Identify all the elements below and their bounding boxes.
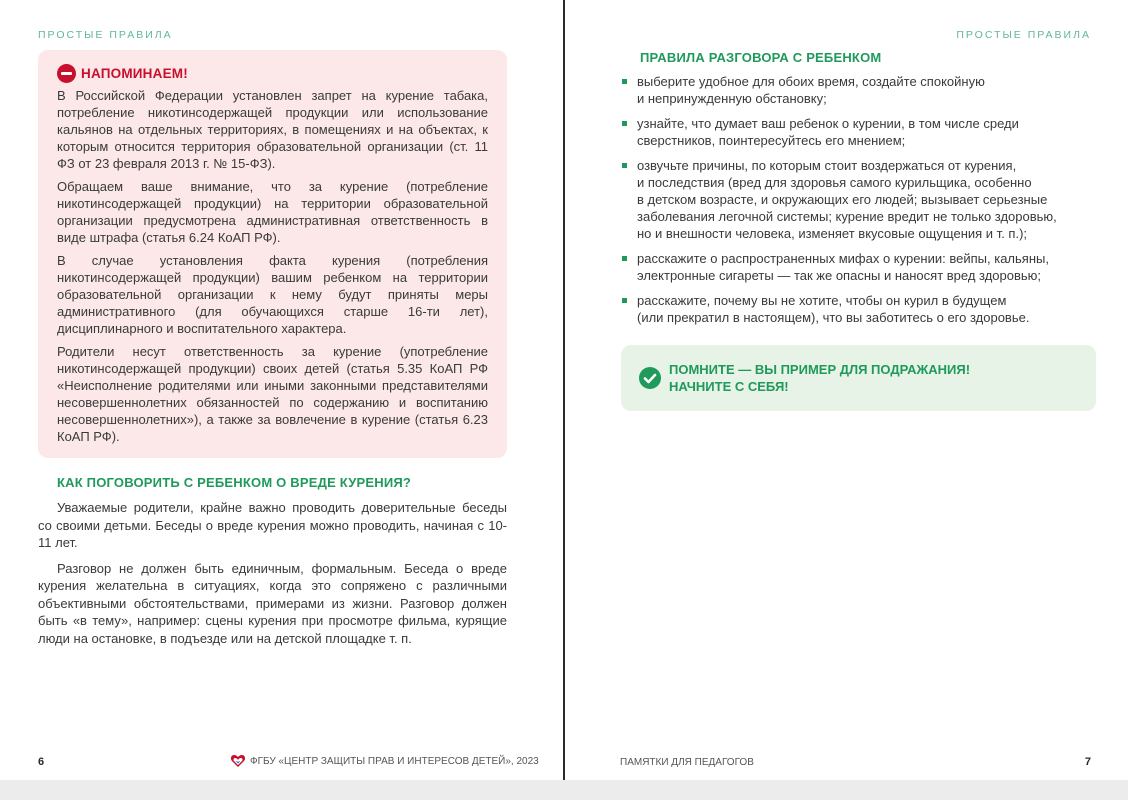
bullet-square-icon [622, 256, 627, 261]
bullet-square-icon [622, 79, 627, 84]
rule-line: (или прекратил в настоящем), что вы заботитесь о его здоровье. [637, 310, 1030, 325]
bullet-square-icon [622, 121, 627, 126]
left-page [0, 0, 563, 800]
reminder-paragraph: Обращаем ваше внимание, что за курение (потребление никотинсодержащей продукции) на территории образовательной организации предусмотрена административная ответственность в виде штрафа (статья 6.24 КоАП РФ). [57, 179, 488, 245]
rule-line: расскажите, почему вы не хотите, чтобы он курил в будущем [637, 293, 1007, 308]
rule-line: но и внешности человека, изменяет вкусовые ощущения и т. п.); [637, 226, 1028, 241]
rules-list-item [620, 292, 1090, 326]
rule-line: электронные сигареты — так же опасны и наносят вред здоровью; [637, 268, 1042, 283]
rule-line: заболевания легочной системы; курение вредит не только здоровью, [637, 209, 1057, 224]
note-line: ПОМНИТЕ — ВЫ ПРИМЕР ДЛЯ ПОДРАЖАНИЯ! [669, 362, 971, 377]
body-paragraph: Уважаемые родители, крайне важно проводить доверительные беседы со своими детьми. Беседы о вреде курения можно проводить, начиная с 10-11 лет. [38, 500, 507, 550]
rules-list-item [620, 250, 1090, 284]
rule-line: и непринужденную обстановку; [637, 91, 827, 106]
bullet-square-icon [622, 163, 627, 168]
rule-line: в детском возрасте, и окружающих его людей; вызывает серьезные [637, 192, 1048, 207]
minus-circle-icon [57, 64, 76, 83]
rules-title: ПРАВИЛА РАЗГОВОРА С РЕБЕНКОМ [640, 50, 882, 65]
rule-line: сверстников, поинтересуйтесь его мнением; [637, 133, 906, 148]
footer-right-text: ПАМЯТКИ ДЛЯ ПЕДАГОГОВ [620, 757, 754, 768]
running-head-right: ПРОСТЫЕ ПРАВИЛА [956, 29, 1091, 41]
reminder-box [38, 50, 507, 458]
note-text [669, 361, 970, 395]
note-box [621, 345, 1096, 411]
reminder-header [57, 64, 488, 83]
reminder-paragraph: Родители несут ответственность за курение (употребление никотинсодержащей продукции) своих детей (статья 5.35 КоАП РФ «Неисполнение родителями или иными законными представителями несовершеннолетних обязанностей по содержанию и воспитанию несовершеннолетних»), а также за вовлечение в курение (статья 6.23 КоАП РФ). [57, 344, 488, 444]
rule-line: озвучьте причины, по которым стоит воздержаться от курения, [637, 158, 1017, 173]
heart-shield-logo-icon [230, 753, 246, 769]
footer-left [230, 753, 539, 769]
rule-line: расскажите о распространенных мифах о курении: вейпы, кальяны, [637, 251, 1049, 266]
reminder-paragraph: В случае установления факта курения (потребления никотинсодержащей продукции) вашим ребенком на территории образовательной организации к нему будут приняты меры административного (для обучающихся старше 16-ти лет), дисциплинарного и воспитательного характера. [57, 253, 488, 336]
bottom-strip [0, 780, 1128, 800]
reminder-title: НАПОМИНАЕМ! [81, 66, 188, 81]
check-circle-icon [639, 367, 661, 389]
rules-list-item [620, 73, 1090, 107]
page-number-right: 7 [1084, 756, 1091, 768]
rules-list [620, 73, 1090, 334]
body-paragraph: Разговор не должен быть единичным, формальным. Беседа о вреде курения желательна в ситуациях, когда это сопряжено с различными объективными обстоятельствами, примерами из жизни. Разговор должен быть «в тему», например: сцены курения при просмотре фильма, курящие люди на остановке, в подъезде или на детской площадке т. п. [38, 560, 507, 646]
body-text [38, 499, 507, 655]
rules-list-item [620, 115, 1090, 149]
rule-line: и последствия (вред для здоровья самого курильщика, особенно [637, 175, 1032, 190]
rules-list-item [620, 157, 1090, 242]
page-number-left: 6 [38, 756, 45, 768]
rule-line: узнайте, что думает ваш ребенок о курении, в том числе среди [637, 116, 1019, 131]
reminder-paragraph: В Российской Федерации установлен запрет на курение табака, потребление никотинсодержащей продукции или использование кальянов на отдельных территориях, в помещениях и на объектах, к которым относится территория образовательной организации (ст. 11 ФЗ от 23 февраля 2013 г. № 15-ФЗ). [57, 88, 488, 171]
rule-line: выберите удобное для обоих время, создайте спокойную [637, 74, 985, 89]
bullet-square-icon [622, 298, 627, 303]
footer-org-text: ФГБУ «ЦЕНТР ЗАЩИТЫ ПРАВ И ИНТЕРЕСОВ ДЕТЕЙ», 2023 [250, 755, 539, 767]
note-line: НАЧНИТЕ С СЕБЯ! [669, 379, 789, 394]
section-title: КАК ПОГОВОРИТЬ С РЕБЕНКОМ О ВРЕДЕ КУРЕНИЯ? [57, 475, 412, 490]
right-page [565, 0, 1128, 800]
running-head-left: ПРОСТЫЕ ПРАВИЛА [38, 29, 173, 41]
